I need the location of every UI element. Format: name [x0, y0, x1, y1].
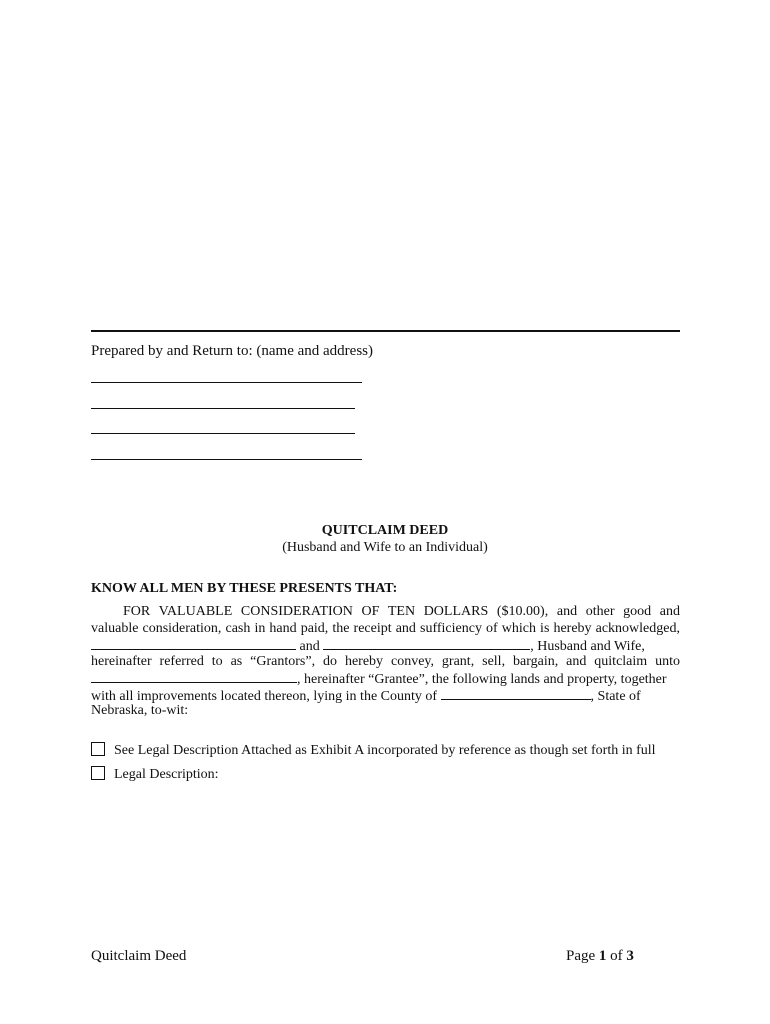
footer-page-number	[566, 947, 634, 965]
address-line-3[interactable]	[91, 433, 355, 434]
grantor-1-blank[interactable]	[91, 637, 296, 650]
know-all-heading: KNOW ALL MEN BY THESE PRESENTS THAT:	[91, 581, 398, 596]
exhibit-label: See Legal Description Attached as Exhibit A incorporated by reference as though set forth in full	[114, 743, 656, 758]
husband-wife-text: , Husband and Wife,	[530, 639, 645, 654]
para-line-1: FOR VALUABLE CONSIDERATION OF TEN DOLLARS ($10.00), and other good and	[123, 604, 680, 619]
grantor-2-blank[interactable]	[323, 637, 530, 650]
para-line-2: valuable consideration, cash in hand paid, the receipt and sufficiency of which is hereby acknowledged,	[91, 620, 680, 636]
page-word: Page	[566, 948, 596, 964]
deed-subtitle: (Husband and Wife to an Individual)	[282, 540, 488, 555]
county-blank[interactable]	[441, 687, 591, 700]
grantee-blank[interactable]	[91, 670, 297, 683]
footer-doc-name: Quitclaim Deed	[91, 948, 187, 964]
legal-description-label: Legal Description:	[114, 767, 219, 782]
address-line-4[interactable]	[91, 459, 362, 460]
deed-title: QUITCLAIM DEED	[321, 523, 449, 538]
legal-description-option	[91, 766, 219, 784]
address-line-1[interactable]	[91, 382, 362, 383]
para-line-4: hereinafter referred to as “Grantors”, do hereby convey, grant, sell, bargain, and quitclaim unto	[91, 653, 680, 669]
of-word: of	[610, 948, 623, 964]
exhibit-option	[91, 742, 656, 760]
para-line-5	[91, 670, 680, 687]
and-word: and	[299, 639, 320, 654]
para-line-6	[91, 687, 680, 704]
page-current: 1	[598, 948, 607, 964]
para-line-3	[91, 637, 680, 654]
address-line-2[interactable]	[91, 408, 355, 409]
legal-description-checkbox[interactable]	[91, 766, 105, 780]
prepared-by-label: Prepared by and Return to: (name and address)	[91, 343, 373, 359]
grantee-text: , hereinafter “Grantee”, the following lands and property, together	[297, 672, 667, 687]
state-text: , State of	[590, 688, 641, 704]
page-total: 3	[626, 948, 634, 964]
para-line-7: Nebraska, to-wit:	[91, 703, 189, 718]
exhibit-checkbox[interactable]	[91, 742, 105, 756]
top-rule	[91, 330, 680, 332]
county-text: with all improvements located thereon, lying in the County of	[91, 688, 438, 704]
conveyance-paragraph	[91, 604, 680, 720]
